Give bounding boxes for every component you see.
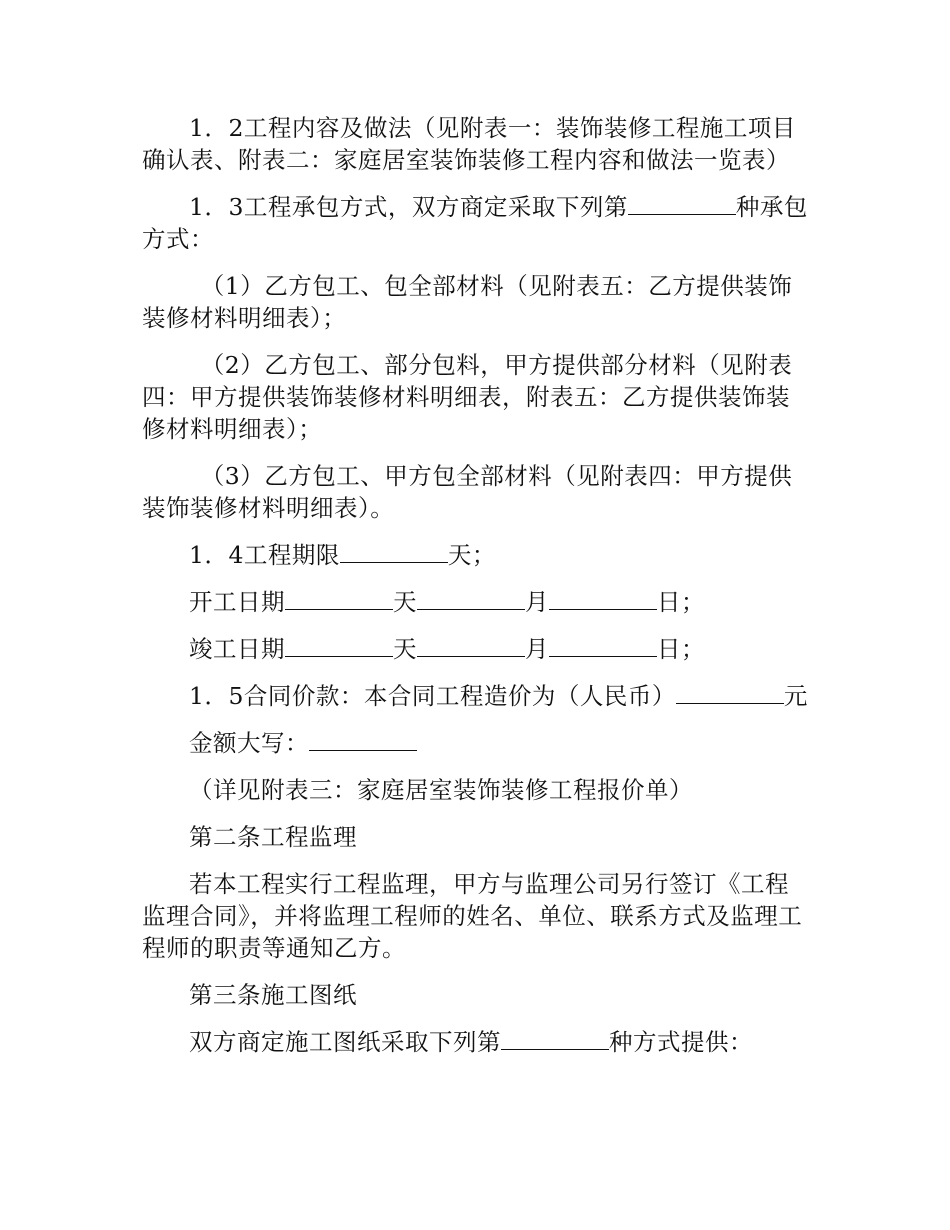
clause-1-4-suffix: 天；: [447, 541, 496, 569]
end-unit-2: 月: [525, 635, 549, 663]
article-3-body: [142, 1026, 812, 1058]
start-unit-3: 日；: [657, 588, 705, 616]
end-unit-1: 天: [393, 635, 417, 663]
end-date-label: 竣工日期: [189, 635, 285, 663]
end-unit-3: 日；: [657, 635, 705, 663]
clause-1-5-suffix: 元: [783, 682, 808, 710]
end-blank-3: [549, 634, 657, 657]
amount-in-words-line: [142, 727, 812, 759]
start-date-line: [142, 586, 812, 618]
start-blank-3: [549, 587, 657, 610]
clause-1-2: 1．2工程内容及做法（见附表一：装饰装修工程施工项目确认表、附表二：家庭居室装饰装修工程内容和做法一览表）: [142, 114, 796, 174]
drawing-method-blank: [501, 1027, 609, 1050]
clause-1-3-text: 1．3工程承包方式，双方商定采取下列第: [189, 193, 628, 221]
clause-1-4: [142, 539, 812, 571]
clause-1-5-text: 1．5合同价款：本合同工程造价为（人民币）: [189, 682, 676, 710]
start-unit-2: 月: [525, 588, 549, 616]
start-blank-1: [285, 587, 393, 610]
start-date-label: 开工日期: [189, 588, 285, 616]
document-body: [142, 112, 812, 1073]
article-2-heading: 第二条工程监理: [189, 823, 357, 851]
option-3: （3）乙方包工、甲方包全部材料（见附表四：甲方提供装饰装修材料明细表）。: [142, 462, 793, 522]
duration-days-blank: [340, 540, 448, 563]
price-note: （详见附表三：家庭居室装饰装修工程报价单）: [189, 776, 693, 804]
amount-in-words-label: 金额大写：: [189, 729, 309, 757]
clause-1-3: [142, 191, 812, 255]
option-2: （2）乙方包工、部分包料，甲方提供部分材料（见附表四：甲方提供装饰装修材料明细表，附表五：乙方提供装饰装修材料明细表）；: [142, 351, 793, 443]
amount-in-words-blank: [309, 728, 417, 751]
article-3-text: 双方商定施工图纸采取下列第: [189, 1028, 501, 1056]
article-3-suffix: 种方式提供：: [609, 1028, 753, 1056]
price-blank: [676, 681, 784, 704]
clause-1-4-text: 1．4工程期限: [189, 541, 340, 569]
clause-1-5: [142, 680, 812, 712]
end-blank-1: [285, 634, 393, 657]
clause-1-3-suffix: 种承包方式：: [142, 193, 808, 253]
article-3-heading: 第三条施工图纸: [189, 981, 357, 1009]
option-1: （1）乙方包工、包全部材料（见附表五：乙方提供装饰装修材料明细表）；: [142, 272, 793, 332]
start-blank-2: [417, 587, 525, 610]
end-blank-2: [417, 634, 525, 657]
contract-type-blank: [628, 192, 736, 215]
end-date-line: [142, 633, 812, 665]
start-unit-1: 天: [393, 588, 417, 616]
article-2-body: 若本工程实行工程监理，甲方与监理公司另行签订《工程监理合同》，并将监理工程师的姓名、单位、联系方式及监理工程师的职责等通知乙方。: [142, 870, 803, 962]
